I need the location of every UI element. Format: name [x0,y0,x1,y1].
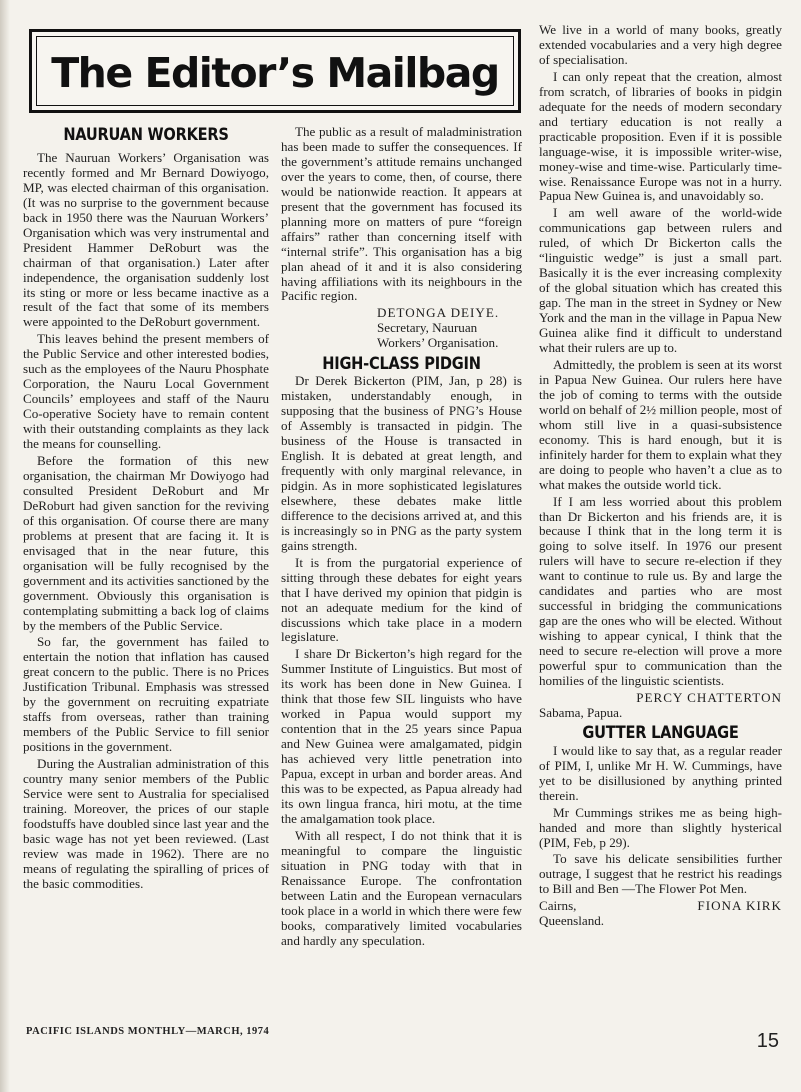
footer-publication: PACIFIC ISLANDS MONTHLY—MARCH, 1974 [26,1026,270,1037]
heading-gutter-language: GUTTER LANGUAGE [582,722,739,743]
paragraph: I share Dr Bickerton’s high regard for the Summer Institute of Linguistics. But most of its work has been done in New Guinea. I think that those few SIL linguists who have worked in Papua would support my contention that in the 25 years since Papua and New Guinea were amalgamated, pidgin has achieved very little penetration into Papua, except in urban and border areas. And this was to be expected, as Papua already had its own lingua franca, hiri motu, at the time the amalgamation took place. [281,646,522,826]
page-spine-shadow [0,0,10,1092]
paragraph: Dr Derek Bickerton (PIM, Jan, p 28) is mistaken, understandably enough, in supposing that the business of PNG’s House of Assembly is transacted in pidgin. The business of the House is transacted in English. It is debated at great length, and frequently with only marginal relevance, in pidgin. As in more sophisticated legislatures elsewhere, these debates make little difference to the decisions arrived at, and this is increasingly so in PNG as the party system gains strength. [281,373,522,553]
signature-organisation: Workers’ Organisation. [377,335,499,351]
heading-high-class-pidgin: HIGH-CLASS PIDGIN [322,354,481,375]
signature-kirk [539,899,782,914]
paragraph: If I am less worried about this problem than Dr Bickerton and his friends are, it is because I think that in the long term it is going to solve itself. In 1976 our present rulers will have to secure re-election if they want to continue to rule us. By and large the candidates and parties who are most successful in bridging the communications gap are the ones who will be elected. Without wishing to appear cynical, I think that the need to secure re-election will prove a more powerful spur to communication than the homilies of the linguistic scientists. [539,493,782,688]
paragraph: The Nauruan Workers’ Organisation was recently formed and Mr Bernard Dowiyogo, MP, was elected chairman of this organisation. (It was no surprise to the government because back in 1950 there was the Nauruan Workers’ Organisation which was very instrumental and President Hammer DeRoburt was the chairman of that organisation.) Later after independence, the organisation suddenly lost its sting or more or less became inactive as a result of the fact that some of its members were appointed to the DeRoburt government. [23,149,269,330]
signature-chatterton-place: Sabama, Papua. [539,704,623,720]
signature-deiye [281,306,522,351]
masthead-title: The Editor’s Mailbag [51,49,499,97]
paragraph: I am well aware of the world-wide communications gap between rulers and ruled, of which Dr Bickerton calls the “linguistic wedge” is just a small part. Basically it is the ever increasing complexity of the global situation which has created this gap. The man in the street in Sydney or New York and the man in the village in Papua New Guinea alike find it difficult to understand what their rulers are up to. [539,205,782,356]
column-3 [539,23,782,929]
paragraph: With all respect, I do not think that it is meaningful to compare the linguistic situation in PNG today with that in Renaissance Europe. The confrontation between Latin and the European vernaculars took place in a world in which there were few books, comparatively limited vocabularies and hardly any speculation. [281,827,522,948]
masthead-box [29,29,521,113]
page-number: 15 [756,1030,779,1052]
paragraph: Admittedly, the problem is seen at its worst in Papua New Guinea. Our rulers here have the job of coming to terms with the outside world on behalf of 2½ million people, most of whom still live in a quasi-subsistence economy. This is hard enough, but it is infinitely harder for them to explain what they are doing to people who haven’t a clue as to what makes the outside world tick. [539,356,782,492]
signature-kirk-city: Cairns, [539,898,577,914]
paragraph: Mr Cummings strikes me as being high-handed and more than slightly hysterical (PIM, Feb, p 29). [539,804,782,850]
paragraph: It is from the purgatorial experience of sitting through these debates for eight years that I have derived my opinion that pidgin is not an adequate medium for the kind of discussions which take place in a modern legislature. [281,554,522,645]
paragraph: I would like to say that, as a regular reader of PIM, I, unlike Mr H. W. Cummings, have yet to be disillusioned by anything printed therein. [539,742,782,803]
signature-chatterton-name: PERCY CHATTERTON [636,689,782,705]
paragraph: The public as a result of maladministration has been made to suffer the consequences. If the government’s attitude remains unchanged over the years to come, then, of course, there would be nationwide reaction. It appears at present that the government has focused its planning more on matters of pure “foreign affairs” rather than concerning itself with “internal strife”. This organisation has a big plan ahead of it and it is also considering having affiliations with its neighbours in the Pacific region. [281,124,522,304]
signature-title: Secretary, Nauruan [377,320,478,336]
paragraph: To save his delicate sensibilities further outrage, I suggest that he restrict his readings to Bill and Ben —The Flower Pot Men. [539,851,782,897]
paragraph: So far, the government has failed to entertain the notion that inflation has caused great concern to the public. There is no Prices Justification Tribunal. Emphasis was stressed by the government on recruiting expatriate staffs from overseas, rather than training members of the Public Service to fill senior positions in the government. [23,634,269,755]
paragraph: This leaves behind the present members of the Public Service and other interested bodies, such as the employees of the Nauru Phosphate Corporation, the Nauru Local Government Councils’ employees and staff of the Nauru Co-operative Society have to remain content with their outstanding complaints as they lack the means for counselling. [23,331,269,452]
paragraph: I can only repeat that the creation, almost from scratch, of libraries of books in pidgin adequate for the needs of modern secondary and tertiary education is not really a practicable proposition. Even if it is possible language-wise, it is impossible writer-wise, money-wise and time-wise. Particularly time-wise. Renaissance Europe was not in a hurry. Papua New Guinea is, and unavoidably so. [539,68,782,204]
signature-kirk-name: FIONA KIRK [697,898,782,914]
column-1 [23,125,269,894]
column-2 [281,125,522,950]
paragraph: Before the formation of this new organisation, the chairman Mr Dowiyogo had consulted President DeRoburt and Mr DeRoburt had given sanction for the reviving of this organisation. Of course there are many problems at present that are facing it. It is envisaged that in the near future, this organisation will be fully recognised by the government and its activities sanctioned by the government. Obviously this organisation is contemplating submitting a back log of claims by the members of the Public Service. [23,453,269,633]
signature-kirk-state: Queensland. [539,913,605,929]
signature-name: DETONGA DEIYE. [377,305,500,321]
heading-nauruan-workers: NAURUAN WORKERS [63,125,229,145]
paragraph: During the Australian administration of this country many senior members of the Public Service were sent to Australia for specialised training. Moreover, the prices of our staple foodstuffs have doubled since last year and the basic wage has not yet been reviewed. (Last review was made in 1962). There are no means of regulating the spiralling of prices of the basic commodities. [23,756,269,891]
paragraph: We live in a world of many books, greatly extended vocabularies and a very high degree of specialisation. [539,22,782,67]
